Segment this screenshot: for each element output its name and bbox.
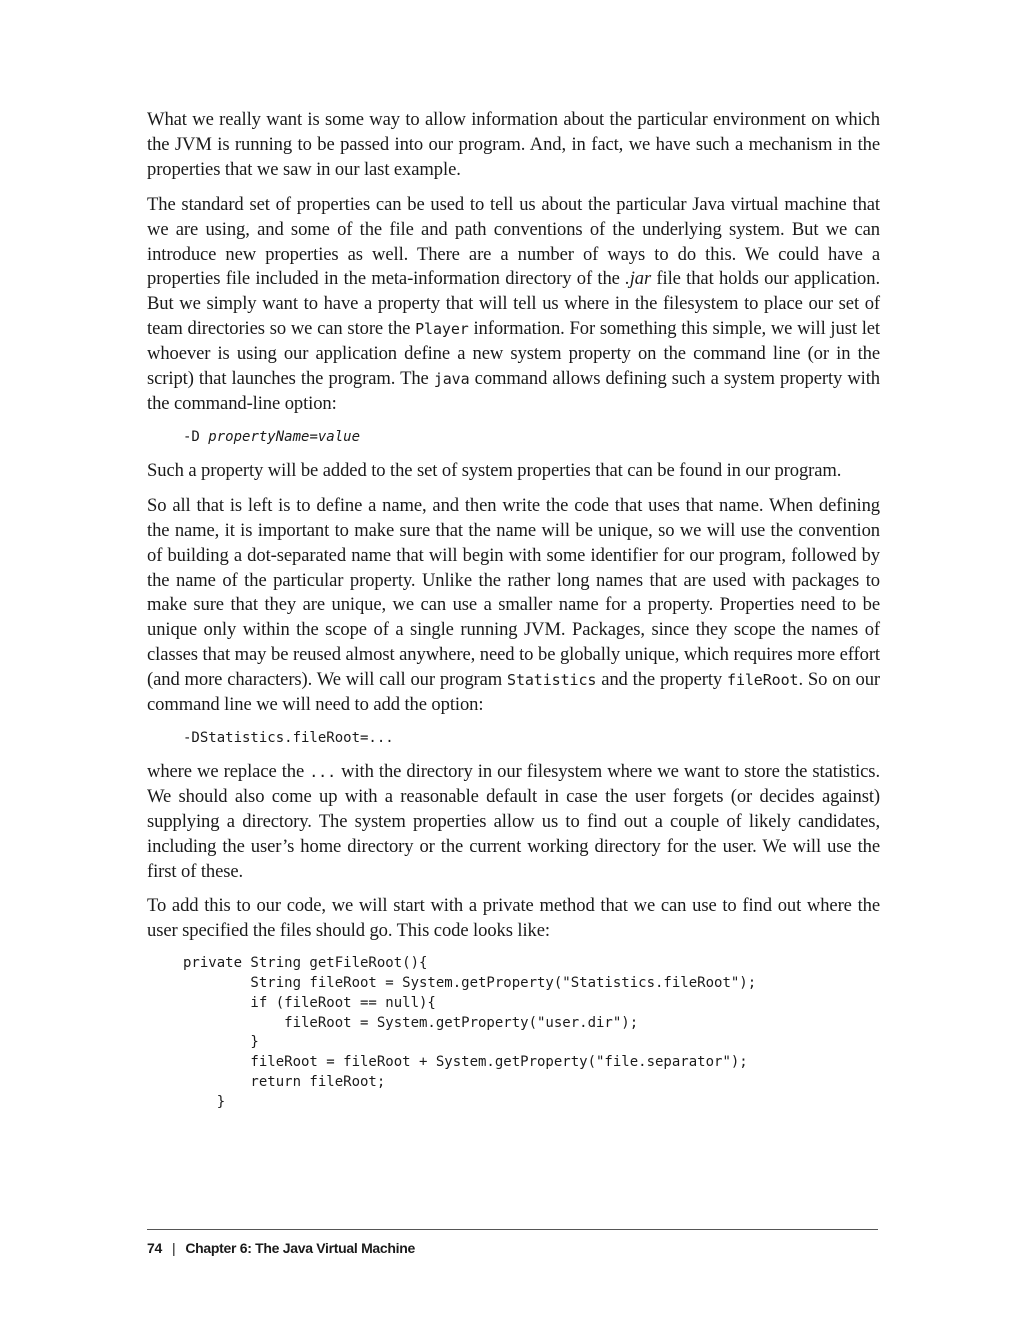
paragraph-4-text-a: So all that is left is to define a name, and then write the code that uses that name. When defining the name, it is important to make sure that the name will be unique, so we will use the convention of building a dot-separated name that will begin with some identifier for our program, followed by the name of the particular property. Unlike the rather long names that are used with packages to make sure that they are unique, we can use a smaller name for a property. Properties need to be unique only within the scope of a single running JVM. Packages, since they scope the names of classes that may be reused almost anywhere, need to be globally unique, which requires more effort (and more characters). We will call our program bbox=[147, 494, 880, 691]
command-line-option-2: -DStatistics.fileRoot=... bbox=[183, 729, 394, 746]
paragraph-4-text-c: . So on our command line we will need to add the option: bbox=[147, 669, 880, 716]
paragraph-3 bbox=[147, 459, 880, 484]
footer-separator: | bbox=[171, 1240, 176, 1256]
paragraph-5-text-b: with the directory in our filesystem where we want to store the statistics. We should also come up with a reasonable default in case the user forgets (or decides against) supplying a directory. The system properties allow us to find out a couple of likely candidates, including the user’s home directory or the current working directory for the user. We will use the first of these. bbox=[147, 760, 880, 882]
page-number: 74 bbox=[147, 1240, 162, 1256]
fileroot-code-term: fileRoot bbox=[727, 671, 799, 690]
code-listing: private String getFileRoot(){ String fileRoot = System.getProperty("Statistics.fileRoot"); if (fileRoot == null){ fileRoot = System.getProperty("user.dir"); } fileRoot = fileRoot + System.getProperty("file.separator"); return fileRoot; } bbox=[183, 955, 757, 1110]
paragraph-2 bbox=[147, 193, 880, 417]
command-argument: propertyName=value bbox=[208, 428, 361, 445]
paragraph-6 bbox=[147, 894, 880, 944]
ellipsis-code-term: ... bbox=[309, 762, 337, 781]
paragraph-2-text-b: file that holds our application. But we simply want to have a property that will tell us where in the filesystem to place our set of team directories so we can store the bbox=[147, 268, 880, 340]
command-flag: -D bbox=[183, 428, 209, 445]
paragraph-5 bbox=[147, 760, 880, 885]
paragraph-3-text: Such a property will be added to the set of system properties that can be found in our program. bbox=[147, 459, 842, 481]
jar-term: .jar bbox=[625, 268, 652, 290]
page-footer bbox=[147, 1240, 415, 1256]
chapter-title: Chapter 6: The Java Virtual Machine bbox=[185, 1240, 415, 1256]
paragraph-2-text-a: The standard set of properties can be used to tell us about the particular Java virtual machine that we are using, and some of the file and path conventions of the underlying system. But we can introduce new properties as well. There are a number of ways to do this. We could have a properties file included in the meta-information directory of the bbox=[147, 193, 880, 290]
paragraph-5-text-a: where we replace the bbox=[147, 760, 310, 782]
paragraph-1-text: What we really want is some way to allow information about the particular environment on which the JVM is running to be passed into our program. And, in fact, we have such a mechanism in the properties that we saw in our last example. bbox=[147, 109, 880, 180]
java-code-term: java bbox=[433, 370, 470, 389]
footer-rule bbox=[147, 1229, 878, 1230]
paragraph-6-text: To add this to our code, we will start with a private method that we can use to find out where the user specified the files should go. This code looks like: bbox=[147, 895, 880, 942]
paragraph-1 bbox=[147, 108, 880, 183]
command-line-option-1 bbox=[183, 427, 880, 447]
page-body bbox=[147, 108, 880, 1113]
player-code-term: Player bbox=[415, 320, 469, 339]
paragraph-2-text-d: command allows defining such a system property with the command-line option: bbox=[147, 368, 880, 414]
paragraph-4 bbox=[147, 494, 880, 718]
statistics-code-term: Statistics bbox=[507, 671, 597, 690]
paragraph-4-text-b: and the property bbox=[596, 669, 728, 691]
paragraph-2-text-c: information. For something this simple, we will just let whoever is using our application define a new system property on the command line (or in the script) that launches the program. The bbox=[147, 318, 880, 390]
